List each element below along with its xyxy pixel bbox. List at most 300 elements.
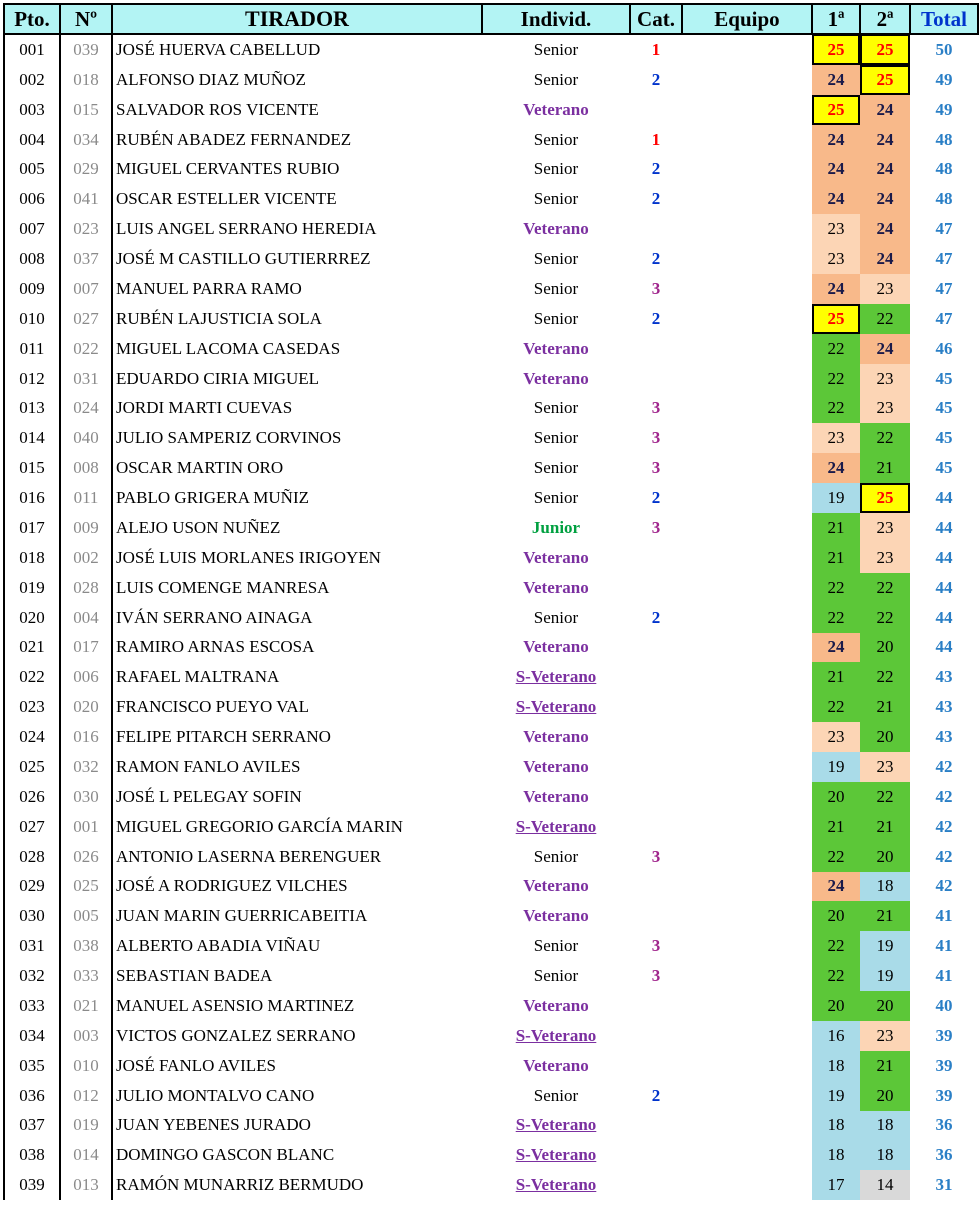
cell-number: 009 <box>60 513 112 543</box>
header-equipo: Equipo <box>682 4 812 34</box>
table-row <box>4 872 978 902</box>
cell-individual-class: Junior <box>531 517 581 537</box>
cell-individual-class: S-Veterano <box>515 1115 597 1135</box>
cell-total: 45 <box>935 398 953 418</box>
cell-shooter-name: LUIS ANGEL SERRANO HEREDIA <box>116 219 377 239</box>
cell-position: 002 <box>4 65 60 95</box>
cell-team <box>682 125 812 155</box>
cell-shooter-name: DOMINGO GASCON BLANC <box>116 1145 335 1165</box>
cell-team <box>682 931 812 961</box>
cell-category: 2 <box>651 249 661 269</box>
cell-round-1: 22 <box>812 603 860 633</box>
cell-total: 43 <box>935 697 953 717</box>
cell-round-2: 24 <box>860 244 910 274</box>
cell-position: 020 <box>4 603 60 633</box>
cell-category: 3 <box>651 846 661 866</box>
cell-number: 014 <box>60 1140 112 1170</box>
cell-round-1: 19 <box>812 1081 860 1111</box>
cell-category: 3 <box>651 278 661 298</box>
cell-round-1: 22 <box>812 334 860 364</box>
cell-category: 1 <box>651 129 661 149</box>
cell-round-2: 20 <box>860 633 910 663</box>
cell-number: 012 <box>60 1081 112 1111</box>
cell-round-2: 19 <box>860 931 910 961</box>
table-row <box>4 782 978 812</box>
cell-number: 008 <box>60 453 112 483</box>
cell-round-1: 24 <box>812 453 860 483</box>
cell-total: 36 <box>935 1145 953 1165</box>
cell-shooter-name: JOSÉ M CASTILLO GUTIERRREZ <box>116 249 371 269</box>
cell-individual-class: Senior <box>533 249 579 269</box>
cell-round-1: 20 <box>812 991 860 1021</box>
cell-total: 45 <box>935 428 953 448</box>
cell-round-2: 24 <box>860 95 910 125</box>
table-row <box>4 274 978 304</box>
cell-number: 006 <box>60 662 112 692</box>
cell-total: 44 <box>935 607 953 627</box>
cell-individual-class: Veterano <box>523 547 589 567</box>
cell-round-1: 24 <box>812 155 860 185</box>
cell-shooter-name: RUBÉN ABADEZ FERNANDEZ <box>116 129 352 149</box>
cell-individual-class: Veterano <box>523 906 589 926</box>
cell-number: 020 <box>60 692 112 722</box>
cell-total: 45 <box>935 458 953 478</box>
header-cat: Cat. <box>630 4 682 34</box>
cell-round-2: 21 <box>860 453 910 483</box>
table-row <box>4 1051 978 1081</box>
cell-round-1: 19 <box>812 752 860 782</box>
cell-individual-class: Veterano <box>523 756 589 776</box>
cell-total: 44 <box>935 488 953 508</box>
cell-round-1: 19 <box>812 483 860 513</box>
cell-team <box>682 513 812 543</box>
cell-number: 003 <box>60 1021 112 1051</box>
cell-round-2: 25 <box>860 483 910 513</box>
cell-number: 024 <box>60 394 112 424</box>
cell-individual-class: S-Veterano <box>515 1025 597 1045</box>
cell-round-1: 24 <box>812 65 860 95</box>
cell-round-2: 24 <box>860 155 910 185</box>
table-row <box>4 65 978 95</box>
table-row <box>4 1140 978 1170</box>
cell-position: 003 <box>4 95 60 125</box>
cell-round-2: 22 <box>860 423 910 453</box>
cell-total: 45 <box>935 368 953 388</box>
cell-individual-class: Senior <box>533 398 579 418</box>
cell-category <box>630 1140 682 1170</box>
cell-total: 42 <box>935 786 953 806</box>
table-row <box>4 364 978 394</box>
table-row <box>4 543 978 573</box>
cell-position: 032 <box>4 961 60 991</box>
cell-team <box>682 842 812 872</box>
cell-shooter-name: JULIO SAMPERIZ CORVINOS <box>116 428 342 448</box>
cell-shooter-name: JULIO MONTALVO CANO <box>116 1085 315 1105</box>
cell-category <box>630 662 682 692</box>
table-row <box>4 961 978 991</box>
cell-team <box>682 543 812 573</box>
cell-team <box>682 812 812 842</box>
cell-round-1: 21 <box>812 662 860 692</box>
cell-individual-class: Veterano <box>523 338 589 358</box>
cell-total: 42 <box>935 816 953 836</box>
header-total: Total <box>910 4 978 34</box>
cell-round-2: 21 <box>860 1051 910 1081</box>
table-row <box>4 334 978 364</box>
cell-round-2: 23 <box>860 1021 910 1051</box>
cell-individual-class: Senior <box>533 1085 579 1105</box>
cell-round-1: 17 <box>812 1170 860 1200</box>
cell-individual-class: Senior <box>533 428 579 448</box>
cell-category <box>630 1170 682 1200</box>
cell-position: 005 <box>4 155 60 185</box>
cell-round-1: 20 <box>812 901 860 931</box>
cell-number: 027 <box>60 304 112 334</box>
cell-position: 037 <box>4 1111 60 1141</box>
cell-individual-class: Senior <box>533 278 579 298</box>
cell-category <box>630 1051 682 1081</box>
cell-round-2: 23 <box>860 543 910 573</box>
table-row <box>4 662 978 692</box>
cell-number: 021 <box>60 991 112 1021</box>
cell-individual-class: Veterano <box>523 727 589 747</box>
cell-individual-class: Veterano <box>523 368 589 388</box>
cell-number: 017 <box>60 633 112 663</box>
table-row <box>4 991 978 1021</box>
cell-team <box>682 95 812 125</box>
cell-category: 2 <box>651 189 661 209</box>
cell-team <box>682 34 812 65</box>
cell-position: 035 <box>4 1051 60 1081</box>
cell-individual-class: S-Veterano <box>515 1175 597 1195</box>
table-row <box>4 752 978 782</box>
results-body <box>4 34 978 1200</box>
table-row <box>4 573 978 603</box>
cell-round-2: 18 <box>860 1111 910 1141</box>
cell-category <box>630 692 682 722</box>
table-row <box>4 1111 978 1141</box>
cell-shooter-name: RAMIRO ARNAS ESCOSA <box>116 637 315 657</box>
cell-position: 009 <box>4 274 60 304</box>
cell-position: 034 <box>4 1021 60 1051</box>
cell-individual-class: Senior <box>533 966 579 986</box>
cell-shooter-name: OSCAR MARTIN ORO <box>116 458 284 478</box>
cell-total: 44 <box>935 547 953 567</box>
cell-individual-class: S-Veterano <box>515 697 597 717</box>
cell-number: 033 <box>60 961 112 991</box>
cell-number: 041 <box>60 184 112 214</box>
cell-number: 016 <box>60 722 112 752</box>
cell-total: 47 <box>935 249 953 269</box>
cell-total: 36 <box>935 1115 953 1135</box>
cell-category <box>630 752 682 782</box>
cell-total: 49 <box>935 69 953 89</box>
cell-shooter-name: ANTONIO LASERNA BERENGUER <box>116 846 382 866</box>
cell-position: 016 <box>4 483 60 513</box>
cell-round-2: 23 <box>860 513 910 543</box>
cell-position: 039 <box>4 1170 60 1200</box>
cell-category: 3 <box>651 936 661 956</box>
cell-individual-class: Senior <box>533 488 579 508</box>
cell-individual-class: S-Veterano <box>515 816 597 836</box>
cell-total: 41 <box>935 966 953 986</box>
cell-individual-class: S-Veterano <box>515 1145 597 1165</box>
cell-team <box>682 1021 812 1051</box>
cell-number: 010 <box>60 1051 112 1081</box>
table-row <box>4 931 978 961</box>
cell-total: 47 <box>935 308 953 328</box>
cell-team <box>682 603 812 633</box>
cell-round-2: 24 <box>860 214 910 244</box>
cell-position: 022 <box>4 662 60 692</box>
header-row <box>4 4 978 34</box>
cell-position: 019 <box>4 573 60 603</box>
cell-team <box>682 184 812 214</box>
cell-team <box>682 423 812 453</box>
cell-total: 43 <box>935 667 953 687</box>
cell-shooter-name: JOSÉ L PELEGAY SOFIN <box>116 786 302 806</box>
cell-total: 44 <box>935 637 953 657</box>
cell-number: 029 <box>60 155 112 185</box>
cell-round-1: 24 <box>812 184 860 214</box>
cell-round-1: 23 <box>812 214 860 244</box>
cell-round-2: 24 <box>860 334 910 364</box>
header-no: Nº <box>60 4 112 34</box>
cell-team <box>682 961 812 991</box>
cell-shooter-name: MIGUEL LACOMA CASEDAS <box>116 338 341 358</box>
cell-team <box>682 872 812 902</box>
cell-round-2: 24 <box>860 184 910 214</box>
cell-round-1: 25 <box>812 95 860 125</box>
cell-shooter-name: JOSÉ HUERVA CABELLUD <box>116 39 321 59</box>
cell-round-1: 18 <box>812 1111 860 1141</box>
cell-round-1: 23 <box>812 423 860 453</box>
table-row <box>4 722 978 752</box>
cell-round-2: 21 <box>860 692 910 722</box>
cell-total: 39 <box>935 1025 953 1045</box>
table-row <box>4 842 978 872</box>
cell-individual-class: Veterano <box>523 1055 589 1075</box>
cell-shooter-name: MIGUEL CERVANTES RUBIO <box>116 159 340 179</box>
cell-category: 2 <box>651 69 661 89</box>
cell-shooter-name: IVÁN SERRANO AINAGA <box>116 607 313 627</box>
cell-individual-class: Senior <box>533 189 579 209</box>
cell-number: 039 <box>60 34 112 65</box>
table-row <box>4 812 978 842</box>
cell-round-2: 25 <box>860 65 910 95</box>
cell-round-2: 20 <box>860 991 910 1021</box>
cell-number: 040 <box>60 423 112 453</box>
cell-individual-class: Senior <box>533 129 579 149</box>
cell-round-1: 23 <box>812 244 860 274</box>
cell-shooter-name: FELIPE PITARCH SERRANO <box>116 727 331 747</box>
cell-number: 026 <box>60 842 112 872</box>
cell-shooter-name: SALVADOR ROS VICENTE <box>116 99 319 119</box>
cell-team <box>682 334 812 364</box>
cell-total: 41 <box>935 906 953 926</box>
cell-number: 038 <box>60 931 112 961</box>
cell-total: 48 <box>935 129 953 149</box>
cell-category <box>630 1021 682 1051</box>
cell-number: 022 <box>60 334 112 364</box>
table-row <box>4 901 978 931</box>
cell-team <box>682 662 812 692</box>
cell-shooter-name: FRANCISCO PUEYO VAL <box>116 697 310 717</box>
cell-category: 3 <box>651 517 661 537</box>
cell-shooter-name: VICTOS GONZALEZ SERRANO <box>116 1025 356 1045</box>
cell-position: 011 <box>4 334 60 364</box>
header-round-2: 2ª <box>860 4 910 34</box>
cell-team <box>682 692 812 722</box>
cell-category <box>630 95 682 125</box>
cell-round-1: 22 <box>812 931 860 961</box>
cell-number: 025 <box>60 872 112 902</box>
results-table <box>3 3 979 1200</box>
cell-number: 004 <box>60 603 112 633</box>
cell-number: 018 <box>60 65 112 95</box>
cell-team <box>682 633 812 663</box>
cell-round-1: 22 <box>812 394 860 424</box>
table-row <box>4 304 978 334</box>
cell-category <box>630 633 682 663</box>
cell-individual-class: Senior <box>533 308 579 328</box>
cell-round-1: 23 <box>812 722 860 752</box>
cell-position: 014 <box>4 423 60 453</box>
cell-position: 023 <box>4 692 60 722</box>
cell-category <box>630 334 682 364</box>
cell-round-1: 25 <box>812 34 860 65</box>
cell-individual-class: Veterano <box>523 876 589 896</box>
cell-position: 017 <box>4 513 60 543</box>
cell-total: 41 <box>935 936 953 956</box>
table-row <box>4 95 978 125</box>
cell-individual-class: Senior <box>533 846 579 866</box>
table-row <box>4 34 978 65</box>
cell-round-2: 21 <box>860 901 910 931</box>
cell-round-2: 22 <box>860 603 910 633</box>
cell-individual-class: Senior <box>533 936 579 956</box>
cell-position: 013 <box>4 394 60 424</box>
cell-team <box>682 573 812 603</box>
cell-round-1: 18 <box>812 1140 860 1170</box>
cell-round-2: 22 <box>860 573 910 603</box>
cell-shooter-name: RAMÓN MUNARRIZ BERMUDO <box>116 1175 364 1195</box>
cell-team <box>682 752 812 782</box>
cell-round-1: 16 <box>812 1021 860 1051</box>
cell-round-1: 20 <box>812 782 860 812</box>
cell-number: 007 <box>60 274 112 304</box>
cell-number: 002 <box>60 543 112 573</box>
cell-number: 034 <box>60 125 112 155</box>
table-row <box>4 603 978 633</box>
cell-shooter-name: MANUEL ASENSIO MARTINEZ <box>116 995 355 1015</box>
cell-shooter-name: ALFONSO DIAZ MUÑOZ <box>116 69 306 89</box>
cell-shooter-name: JOSÉ LUIS MORLANES IRIGOYEN <box>116 547 381 567</box>
cell-position: 015 <box>4 453 60 483</box>
cell-team <box>682 1111 812 1141</box>
cell-category <box>630 991 682 1021</box>
cell-number: 001 <box>60 812 112 842</box>
cell-category <box>630 214 682 244</box>
cell-round-2: 23 <box>860 274 910 304</box>
cell-shooter-name: EDUARDO CIRIA MIGUEL <box>116 368 320 388</box>
header-tirador: TIRADOR <box>112 4 482 34</box>
cell-round-1: 21 <box>812 812 860 842</box>
cell-shooter-name: JUAN MARIN GUERRICABEITIA <box>116 906 368 926</box>
cell-round-1: 21 <box>812 513 860 543</box>
cell-round-2: 23 <box>860 394 910 424</box>
cell-category <box>630 543 682 573</box>
cell-position: 006 <box>4 184 60 214</box>
cell-total: 47 <box>935 219 953 239</box>
cell-category <box>630 812 682 842</box>
cell-shooter-name: LUIS COMENGE MANRESA <box>116 577 330 597</box>
cell-number: 028 <box>60 573 112 603</box>
cell-round-2: 22 <box>860 304 910 334</box>
cell-category <box>630 722 682 752</box>
cell-category: 2 <box>651 488 661 508</box>
cell-round-2: 22 <box>860 662 910 692</box>
table-row <box>4 453 978 483</box>
cell-total: 46 <box>935 338 953 358</box>
cell-position: 028 <box>4 842 60 872</box>
cell-position: 021 <box>4 633 60 663</box>
cell-individual-class: Veterano <box>523 219 589 239</box>
cell-position: 026 <box>4 782 60 812</box>
cell-shooter-name: PABLO GRIGERA MUÑIZ <box>116 488 310 508</box>
cell-total: 42 <box>935 846 953 866</box>
cell-category <box>630 573 682 603</box>
cell-round-1: 22 <box>812 692 860 722</box>
table-row <box>4 1021 978 1051</box>
cell-position: 029 <box>4 872 60 902</box>
cell-category: 3 <box>651 458 661 478</box>
cell-shooter-name: SEBASTIAN BADEA <box>116 966 273 986</box>
cell-total: 39 <box>935 1085 953 1105</box>
cell-round-2: 24 <box>860 125 910 155</box>
cell-category <box>630 901 682 931</box>
table-row <box>4 423 978 453</box>
cell-team <box>682 65 812 95</box>
cell-total: 48 <box>935 189 953 209</box>
cell-round-1: 22 <box>812 573 860 603</box>
cell-shooter-name: JUAN YEBENES JURADO <box>116 1115 311 1135</box>
cell-shooter-name: JORDI MARTI CUEVAS <box>116 398 293 418</box>
cell-total: 44 <box>935 577 953 597</box>
cell-position: 024 <box>4 722 60 752</box>
cell-round-1: 24 <box>812 274 860 304</box>
cell-shooter-name: OSCAR ESTELLER VICENTE <box>116 189 337 209</box>
cell-total: 50 <box>935 39 953 59</box>
cell-category <box>630 364 682 394</box>
cell-total: 47 <box>935 278 953 298</box>
cell-round-2: 25 <box>860 34 910 65</box>
cell-team <box>682 1140 812 1170</box>
table-row <box>4 244 978 274</box>
cell-shooter-name: MIGUEL GREGORIO GARCÍA MARIN <box>116 816 403 836</box>
cell-number: 019 <box>60 1111 112 1141</box>
cell-team <box>682 1170 812 1200</box>
header-round-1: 1ª <box>812 4 860 34</box>
cell-round-2: 19 <box>860 961 910 991</box>
cell-number: 030 <box>60 782 112 812</box>
cell-total: 42 <box>935 756 953 776</box>
cell-category <box>630 782 682 812</box>
cell-round-1: 24 <box>812 872 860 902</box>
cell-number: 013 <box>60 1170 112 1200</box>
cell-individual-class: Veterano <box>523 637 589 657</box>
cell-round-1: 22 <box>812 961 860 991</box>
